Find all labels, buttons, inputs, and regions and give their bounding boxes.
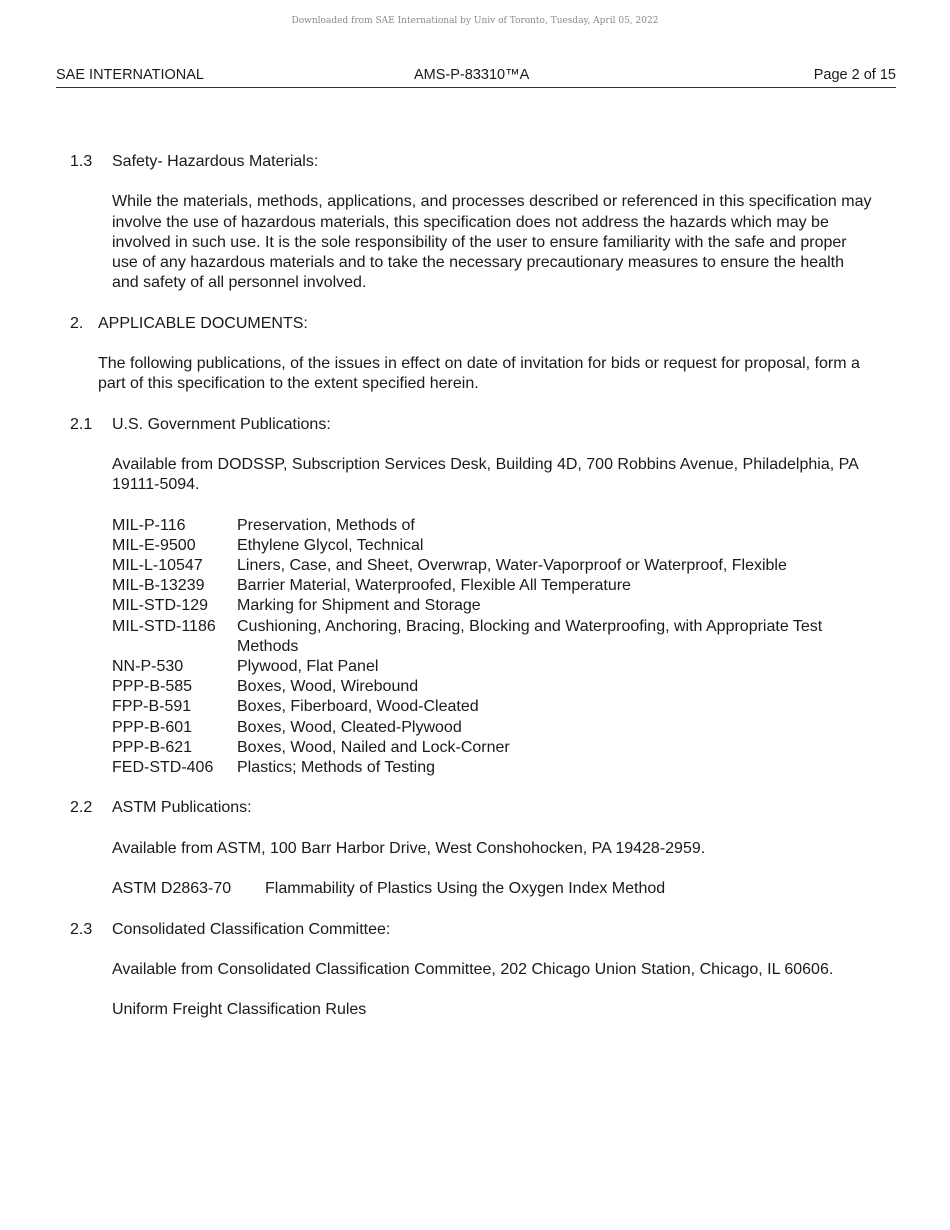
section-1-3-paragraph: While the materials, methods, applications, and processes described or referenced in this specification may involve the use of hazardous materials, this specification does not address the hazards which may be involved in such use. It is the sole responsibility of the user to ensure familiarity with the safe and proper use of any hazardous materials and to take the necessary precautionary measures to ensure the health and safety of all personnel involved. — [112, 193, 872, 292]
section-2-3-paragraph: Available from Consolidated Classification Committee, 202 Chicago Union Station, Chicago, IL 60606. — [112, 960, 834, 978]
section-title: APPLICABLE DOCUMENTS: — [98, 314, 308, 332]
section-number: 2.1 — [70, 415, 93, 433]
section-title: Safety- Hazardous Materials: — [112, 153, 319, 170]
doc-title: Cushioning, Anchoring, Bracing, Blocking and Waterproofing, with Appropriate Test Methods — [237, 617, 823, 655]
doc-title: Marking for Shipment and Storage — [237, 597, 481, 615]
doc-code: ASTM D2863-70 — [112, 880, 232, 898]
header-page-number: Page 2 of 15 — [813, 67, 896, 83]
section-title: U.S. Government Publications: — [112, 415, 331, 433]
section-2-paragraph: The following publications, of the issues in effect on date of invitation for bids or request for proposal, form a part of this specification to the extent specified herein. — [98, 354, 860, 393]
doc-code: PPP-B-585 — [112, 678, 193, 696]
section-2-2-heading — [0, 798, 950, 818]
doc-title: Preservation, Methods of — [237, 516, 415, 534]
section-2-1-paragraph: Available from DODSSP, Subscription Services Desk, Building 4D, 700 Robbins Avenue, Philadelphia, PA 19111-5094. — [112, 455, 858, 494]
government-publications-list — [112, 516, 950, 779]
doc-title: Boxes, Fiberboard, Wood-Cleated — [237, 698, 479, 716]
doc-title: Boxes, Wood, Wirebound — [237, 678, 419, 696]
list-item — [112, 556, 950, 576]
doc-code: NN-P-530 — [112, 657, 184, 675]
section-2-2-paragraph: Available from ASTM, 100 Barr Harbor Drive, West Conshohocken, PA 19428-2959. — [112, 839, 706, 857]
page-header — [56, 67, 896, 88]
doc-code: MIL-P-116 — [112, 516, 186, 534]
doc-code: FED-STD-406 — [112, 758, 214, 776]
section-2-1-heading — [0, 415, 950, 435]
doc-title: Plastics; Methods of Testing — [237, 758, 436, 776]
doc-code: MIL-B-13239 — [112, 577, 205, 595]
doc-title: Flammability of Plastics Using the Oxygen Index Method — [265, 880, 666, 898]
section-2-3-document: Uniform Freight Classification Rules — [112, 1001, 367, 1019]
doc-title: Plywood, Flat Panel — [237, 657, 379, 675]
list-item — [112, 576, 950, 596]
doc-code: PPP-B-621 — [112, 738, 193, 756]
doc-code: MIL-E-9500 — [112, 536, 196, 554]
document-body — [0, 152, 950, 1020]
section-title: ASTM Publications: — [112, 799, 252, 817]
list-item — [112, 758, 950, 778]
list-item — [112, 718, 950, 738]
section-1-3-heading — [0, 152, 950, 172]
header-doc-id: AMS-P-83310™A — [414, 67, 530, 83]
doc-code: PPP-B-601 — [112, 718, 193, 736]
section-2-3-heading — [0, 920, 950, 940]
doc-title: Barrier Material, Waterproofed, Flexible All Temperature — [237, 577, 631, 595]
header-org: SAE INTERNATIONAL — [56, 67, 204, 83]
list-item — [112, 738, 950, 758]
section-number: 1.3 — [70, 153, 93, 170]
doc-title: Boxes, Wood, Cleated-Plywood — [237, 718, 462, 736]
astm-document-item — [112, 879, 950, 899]
doc-title: Boxes, Wood, Nailed and Lock-Corner — [237, 738, 510, 756]
doc-code: MIL-L-10547 — [112, 556, 203, 574]
list-item — [112, 657, 950, 677]
list-item — [112, 617, 950, 657]
list-item — [112, 596, 950, 616]
section-number: 2.2 — [70, 799, 93, 817]
doc-code: MIL-STD-129 — [112, 597, 209, 615]
doc-title: Ethylene Glycol, Technical — [237, 536, 424, 554]
section-2-heading — [0, 314, 950, 334]
section-number: 2. — [70, 314, 84, 332]
doc-code: MIL-STD-1186 — [112, 617, 216, 635]
list-item — [112, 516, 950, 536]
download-watermark: Downloaded from SAE International by Univ of Toronto, Tuesday, April 05, 2022 — [291, 16, 659, 26]
list-item — [112, 697, 950, 717]
list-item — [112, 536, 950, 556]
doc-title: Liners, Case, and Sheet, Overwrap, Water-Vaporproof or Waterproof, Flexible — [237, 556, 787, 574]
list-item — [112, 677, 950, 697]
doc-code: FPP-B-591 — [112, 698, 192, 716]
section-number: 2.3 — [70, 920, 93, 938]
section-title: Consolidated Classification Committee: — [112, 920, 391, 938]
